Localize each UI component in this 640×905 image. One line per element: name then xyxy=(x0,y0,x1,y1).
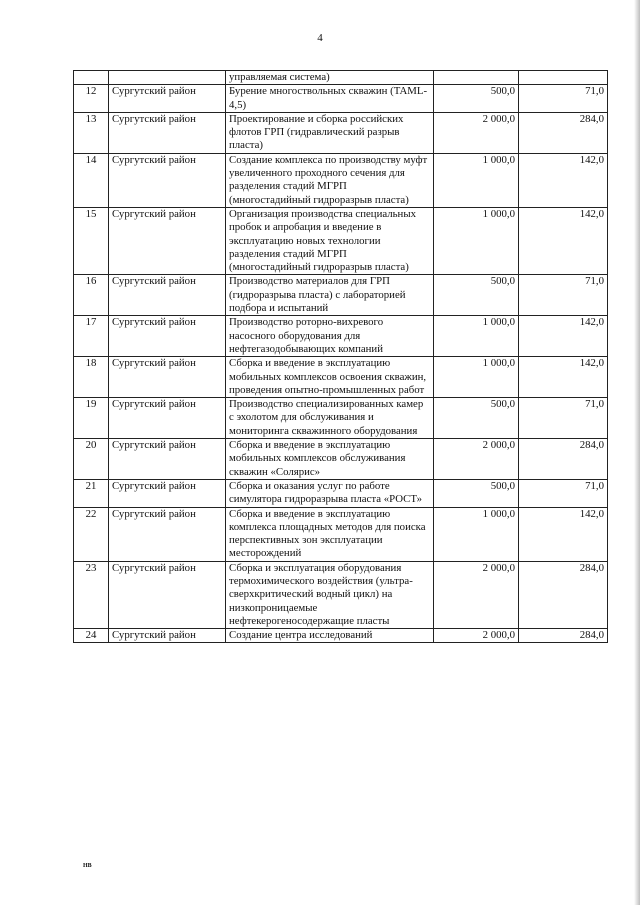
amount-total-cell: 2 000,0 xyxy=(434,561,519,628)
district-cell: Сургутский район xyxy=(109,153,226,207)
project-cell: Сборка и эксплуатация оборудования термохимического воздействия (ультра-сверхкритический водный цикл) на низкопроницаемые нефтекерогеносодержащие пласты xyxy=(226,561,434,628)
project-cell: Производство роторно-вихревого насосного оборудования для нефтегазодобывающих компаний xyxy=(226,316,434,357)
row-number-cell: 21 xyxy=(74,479,109,507)
amount-share-cell: 284,0 xyxy=(519,561,608,628)
row-number-cell: 17 xyxy=(74,316,109,357)
amount-share-cell: 71,0 xyxy=(519,275,608,316)
amount-share-cell: 71,0 xyxy=(519,85,608,113)
district-cell: Сургутский район xyxy=(109,275,226,316)
amount-share-cell: 142,0 xyxy=(519,207,608,274)
table-row xyxy=(74,207,608,274)
page-number: 4 xyxy=(317,32,323,44)
district-cell: Сургутский район xyxy=(109,398,226,439)
amount-total-cell xyxy=(434,71,519,85)
row-number-cell: 12 xyxy=(74,85,109,113)
amount-share-cell: 284,0 xyxy=(519,439,608,480)
amount-share-cell: 142,0 xyxy=(519,153,608,207)
amount-total-cell: 2 000,0 xyxy=(434,629,519,643)
footer-mark: НВ xyxy=(83,863,92,869)
project-cell: Проектирование и сборка российских флотов ГРП (гидравлический разрыв пласта) xyxy=(226,112,434,153)
amount-share-cell xyxy=(519,71,608,85)
row-number-cell: 16 xyxy=(74,275,109,316)
table-row xyxy=(74,153,608,207)
row-number-cell: 13 xyxy=(74,112,109,153)
scan-edge-shadow xyxy=(634,0,640,905)
amount-share-cell: 284,0 xyxy=(519,629,608,643)
district-cell: Сургутский район xyxy=(109,316,226,357)
amount-total-cell: 2 000,0 xyxy=(434,112,519,153)
row-number-cell: 15 xyxy=(74,207,109,274)
project-cell: Производство специализированных камер с эхолотом для обслуживания и мониторинга скважинного оборудования xyxy=(226,398,434,439)
amount-total-cell: 500,0 xyxy=(434,275,519,316)
district-cell: Сургутский район xyxy=(109,85,226,113)
amount-total-cell: 2 000,0 xyxy=(434,439,519,480)
table-row xyxy=(74,275,608,316)
district-cell: Сургутский район xyxy=(109,561,226,628)
amount-share-cell: 142,0 xyxy=(519,316,608,357)
amount-share-cell: 71,0 xyxy=(519,398,608,439)
table-row xyxy=(74,479,608,507)
table-row xyxy=(74,357,608,398)
amount-total-cell: 1 000,0 xyxy=(434,316,519,357)
table-row xyxy=(74,71,608,85)
table-row xyxy=(74,561,608,628)
district-cell: Сургутский район xyxy=(109,507,226,561)
table-row xyxy=(74,398,608,439)
project-cell: Сборка и оказания услуг по работе симулятора гидроразрыва пласта «РОСТ» xyxy=(226,479,434,507)
row-number-cell: 23 xyxy=(74,561,109,628)
project-cell: Производство материалов для ГРП (гидроразрыва пласта) с лабораторией подбора и испытаний xyxy=(226,275,434,316)
table-row xyxy=(74,316,608,357)
table-row xyxy=(74,85,608,113)
district-cell: Сургутский район xyxy=(109,439,226,480)
amount-share-cell: 142,0 xyxy=(519,507,608,561)
amount-total-cell: 500,0 xyxy=(434,479,519,507)
table-row xyxy=(74,507,608,561)
amount-share-cell: 71,0 xyxy=(519,479,608,507)
row-number-cell: 19 xyxy=(74,398,109,439)
amount-share-cell: 284,0 xyxy=(519,112,608,153)
amount-share-cell: 142,0 xyxy=(519,357,608,398)
district-cell: Сургутский район xyxy=(109,357,226,398)
amount-total-cell: 1 000,0 xyxy=(434,507,519,561)
projects-table xyxy=(73,70,608,643)
row-number-cell xyxy=(74,71,109,85)
district-cell: Сургутский район xyxy=(109,629,226,643)
row-number-cell: 14 xyxy=(74,153,109,207)
district-cell xyxy=(109,71,226,85)
amount-total-cell: 500,0 xyxy=(434,85,519,113)
row-number-cell: 20 xyxy=(74,439,109,480)
projects-table-body xyxy=(74,71,608,643)
row-number-cell: 24 xyxy=(74,629,109,643)
table-row xyxy=(74,112,608,153)
district-cell: Сургутский район xyxy=(109,207,226,274)
row-number-cell: 22 xyxy=(74,507,109,561)
amount-total-cell: 1 000,0 xyxy=(434,153,519,207)
district-cell: Сургутский район xyxy=(109,112,226,153)
district-cell: Сургутский район xyxy=(109,479,226,507)
amount-total-cell: 1 000,0 xyxy=(434,207,519,274)
table-row xyxy=(74,439,608,480)
amount-total-cell: 500,0 xyxy=(434,398,519,439)
project-cell: Бурение многоствольных скважин (TAML-4,5) xyxy=(226,85,434,113)
table-row xyxy=(74,629,608,643)
project-cell: Сборка и введение в эксплуатацию комплекса площадных методов для поиска перспективных зон эксплуатации месторождений xyxy=(226,507,434,561)
row-number-cell: 18 xyxy=(74,357,109,398)
project-cell: управляемая система) xyxy=(226,71,434,85)
project-cell: Создание центра исследований xyxy=(226,629,434,643)
amount-total-cell: 1 000,0 xyxy=(434,357,519,398)
project-cell: Организация производства специальных пробок и апробация и введение в эксплуатацию новых технологии разделения стадий МГРП (многостадийный гидроразрыв пласта) xyxy=(226,207,434,274)
project-cell: Создание комплекса по производству муфт увеличенного проходного сечения для разделения стадий МГРП (многостадийный гидроразрыв пласта) xyxy=(226,153,434,207)
project-cell: Сборка и введение в эксплуатацию мобильных комплексов обслуживания скважин «Солярис» xyxy=(226,439,434,480)
project-cell: Сборка и введение в эксплуатацию мобильных комплексов освоения скважин, проведения опытно-промышленных работ xyxy=(226,357,434,398)
